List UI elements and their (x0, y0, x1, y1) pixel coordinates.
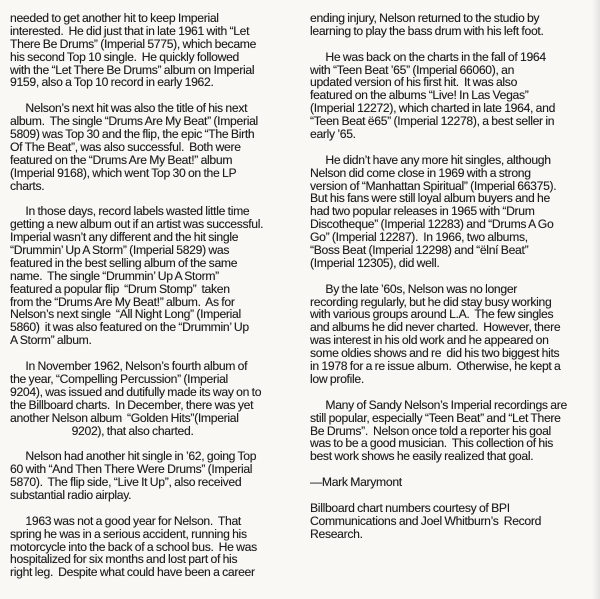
text-line: recording regularly, but he did stay busy working (310, 294, 552, 309)
text-line: version of “Manhattan Spiritual” (Imperial 66375). (310, 178, 557, 193)
text-line: Nelson’s next single “All Night Long” (Imperial (10, 307, 241, 322)
text-line: was to be a good musician. This collection of his (310, 436, 553, 451)
text-line: charts. (10, 178, 45, 193)
text-line: “Drummin’ Up A Storm” (Imperial 5829) was (10, 243, 230, 258)
text-line: 1963 was not a good year for Nelson. That (10, 513, 241, 528)
text-line: But his fans were still loyal album buyers and he (310, 191, 550, 206)
text-line: featured a popular flip “Drum Stomp” taken (10, 281, 230, 296)
text-column-right (310, 12, 600, 599)
text-line: with “Teen Beat ’65” (Imperial 66060), an (310, 62, 515, 77)
text-line: the year, “Compelling Percussion” (Imperial (10, 371, 228, 386)
text-line: the Billboard charts. In December, there was yet (10, 397, 254, 412)
text-line: name. The single “Drummin’ Up A Storm” (10, 268, 219, 283)
text-line: He was back on the charts in the fall of 1964 (310, 49, 546, 64)
paragraph (10, 102, 302, 192)
text-line: still popular, especially “Teen Beat” and “Let There (310, 410, 561, 425)
text-line: right leg. Despite what could have been a career (10, 565, 255, 580)
paragraph (310, 502, 600, 541)
text-line: Discotheque” (Imperial 12283) and “Drums A Go (310, 217, 554, 232)
text-line: There Be Drums” (Imperial 5775), which became (10, 36, 257, 51)
text-line: interested. He did just that in late 1961 with “Let (10, 23, 250, 38)
text-line: Nelson’s next hit was also the title of his next (10, 101, 248, 116)
text-line: 9204), was issued and dutifully made its way on to (10, 384, 262, 399)
text-line: another Nelson album “Golden Hits”(Imperial (10, 410, 239, 425)
text-line: hospitalized for six months and lost part of his (10, 552, 238, 567)
text-line: Nelson had another hit single in ’62, going Top (10, 449, 257, 464)
text-line: ending injury, Nelson returned to the studio by (310, 11, 540, 25)
text-line: was interest in his old work and he appeared on (310, 333, 549, 348)
paragraph (310, 399, 600, 463)
text-line: in 1978 for a re issue album. Otherwise, he kept a (310, 359, 561, 374)
text-line: getting a new album out if an artist was successful. (10, 217, 264, 232)
text-line: featured on the albums “Live! In Las Vegas” (310, 88, 529, 103)
text-line: 5809) was Top 30 and the flip, the epic “The Birth (10, 127, 255, 142)
text-line: his second Top 10 single. He quickly followed (10, 49, 240, 64)
text-line: 60 with “And Then There Were Drums” (Imperial (10, 462, 253, 477)
text-line: Billboard chart numbers courtesy of BPI (310, 500, 510, 515)
text-line: Communications and Joel Whitburn’s Record (310, 513, 542, 528)
text-line: “Teen Beat ë65” (Imperial 12278), a best seller in (310, 114, 555, 129)
text-line: updated version of his first hit. It was also (310, 75, 518, 90)
text-line: from the “Drums Are My Beat!” album. As for (10, 294, 235, 309)
text-line: learning to play the bass drum with his left foot. (310, 23, 544, 38)
text-line: (Imperial 12272), which charted in late 1964, and (310, 101, 556, 116)
text-line: In November 1962, Nelson’s fourth album of (10, 359, 248, 374)
paragraph (10, 12, 302, 89)
text-line: needed to get another hit to keep Imperial (10, 11, 219, 25)
text-line: with the “Let There Be Drums” album on Imperial (10, 62, 255, 77)
paragraph (10, 450, 302, 502)
text-line: “Boss Beat (Imperial 12298) and “ëlní Beat” (310, 243, 529, 258)
paragraph (310, 476, 600, 489)
text-line: —Mark Marymont (310, 475, 402, 490)
text-line: 5860) it was also featured on the “Drummin’ Up (10, 320, 249, 335)
text-line: and albums he did never charted. However, there (310, 320, 561, 335)
paragraph (310, 51, 600, 141)
text-line: Be Drums”. Nelson once told a reporter his goal (310, 423, 551, 438)
paragraph (10, 360, 302, 437)
text-line: with various groups around L.A. The few singles (310, 307, 554, 322)
text-line: By the late ’60s, Nelson was no longer (310, 281, 518, 296)
text-line: substantial radio airplay. (10, 487, 132, 502)
paragraph (310, 154, 600, 270)
text-line: had two popular releases in 1965 with “Drum (310, 204, 535, 219)
text-line: 5870). The flip side, “Live It Up”, also received (10, 475, 242, 490)
text-line: best work shows he easily realized that goal. (310, 449, 534, 464)
text-line: A Storm” album. (10, 333, 92, 348)
text-line: (Imperial 9168), which went Top 30 on the LP (10, 165, 237, 180)
text-line: motorcycle into the back of a school bus. He was (10, 539, 257, 554)
text-line: spring he was in a serious accident, running his (10, 526, 247, 541)
text-line: In those days, record labels wasted little time (10, 204, 250, 219)
text-line: Many of Sandy Nelson’s Imperial recordings are (310, 397, 567, 412)
paragraph (310, 283, 600, 386)
text-line: early ’65. (310, 127, 356, 142)
text-line: Nelson did come close in 1969 with a strong (310, 165, 531, 180)
text-line: Of The Beat”, was also successful. Both were (10, 139, 241, 154)
text-line: featured on the “Drums Are My Beat!” album (10, 152, 233, 167)
text-line: Go” (Imperial 12287). In 1966, two albums, (310, 230, 528, 245)
text-column-left (10, 12, 302, 599)
text-line: featured in the best selling album of the same (10, 255, 238, 270)
text-line: album. The single “Drums Are My Beat” (Imperial (10, 114, 258, 129)
paragraph (10, 205, 302, 347)
text-line: 9159, also a Top 10 record in early 1962. (10, 75, 214, 90)
text-line: (Imperial 12305), did well. (310, 255, 440, 270)
paragraph (10, 515, 302, 579)
text-line: Imperial wasn’t any different and the hit single (10, 230, 239, 245)
text-line: 9202), that also charted. (10, 423, 194, 438)
text-line: some oldies shows and re did his two biggest hits (310, 346, 560, 361)
text-line: He didn’t have any more hit singles, although (310, 152, 551, 167)
paragraph (310, 12, 600, 38)
text-line: Research. (310, 526, 363, 541)
text-line: low profile. (310, 371, 364, 386)
